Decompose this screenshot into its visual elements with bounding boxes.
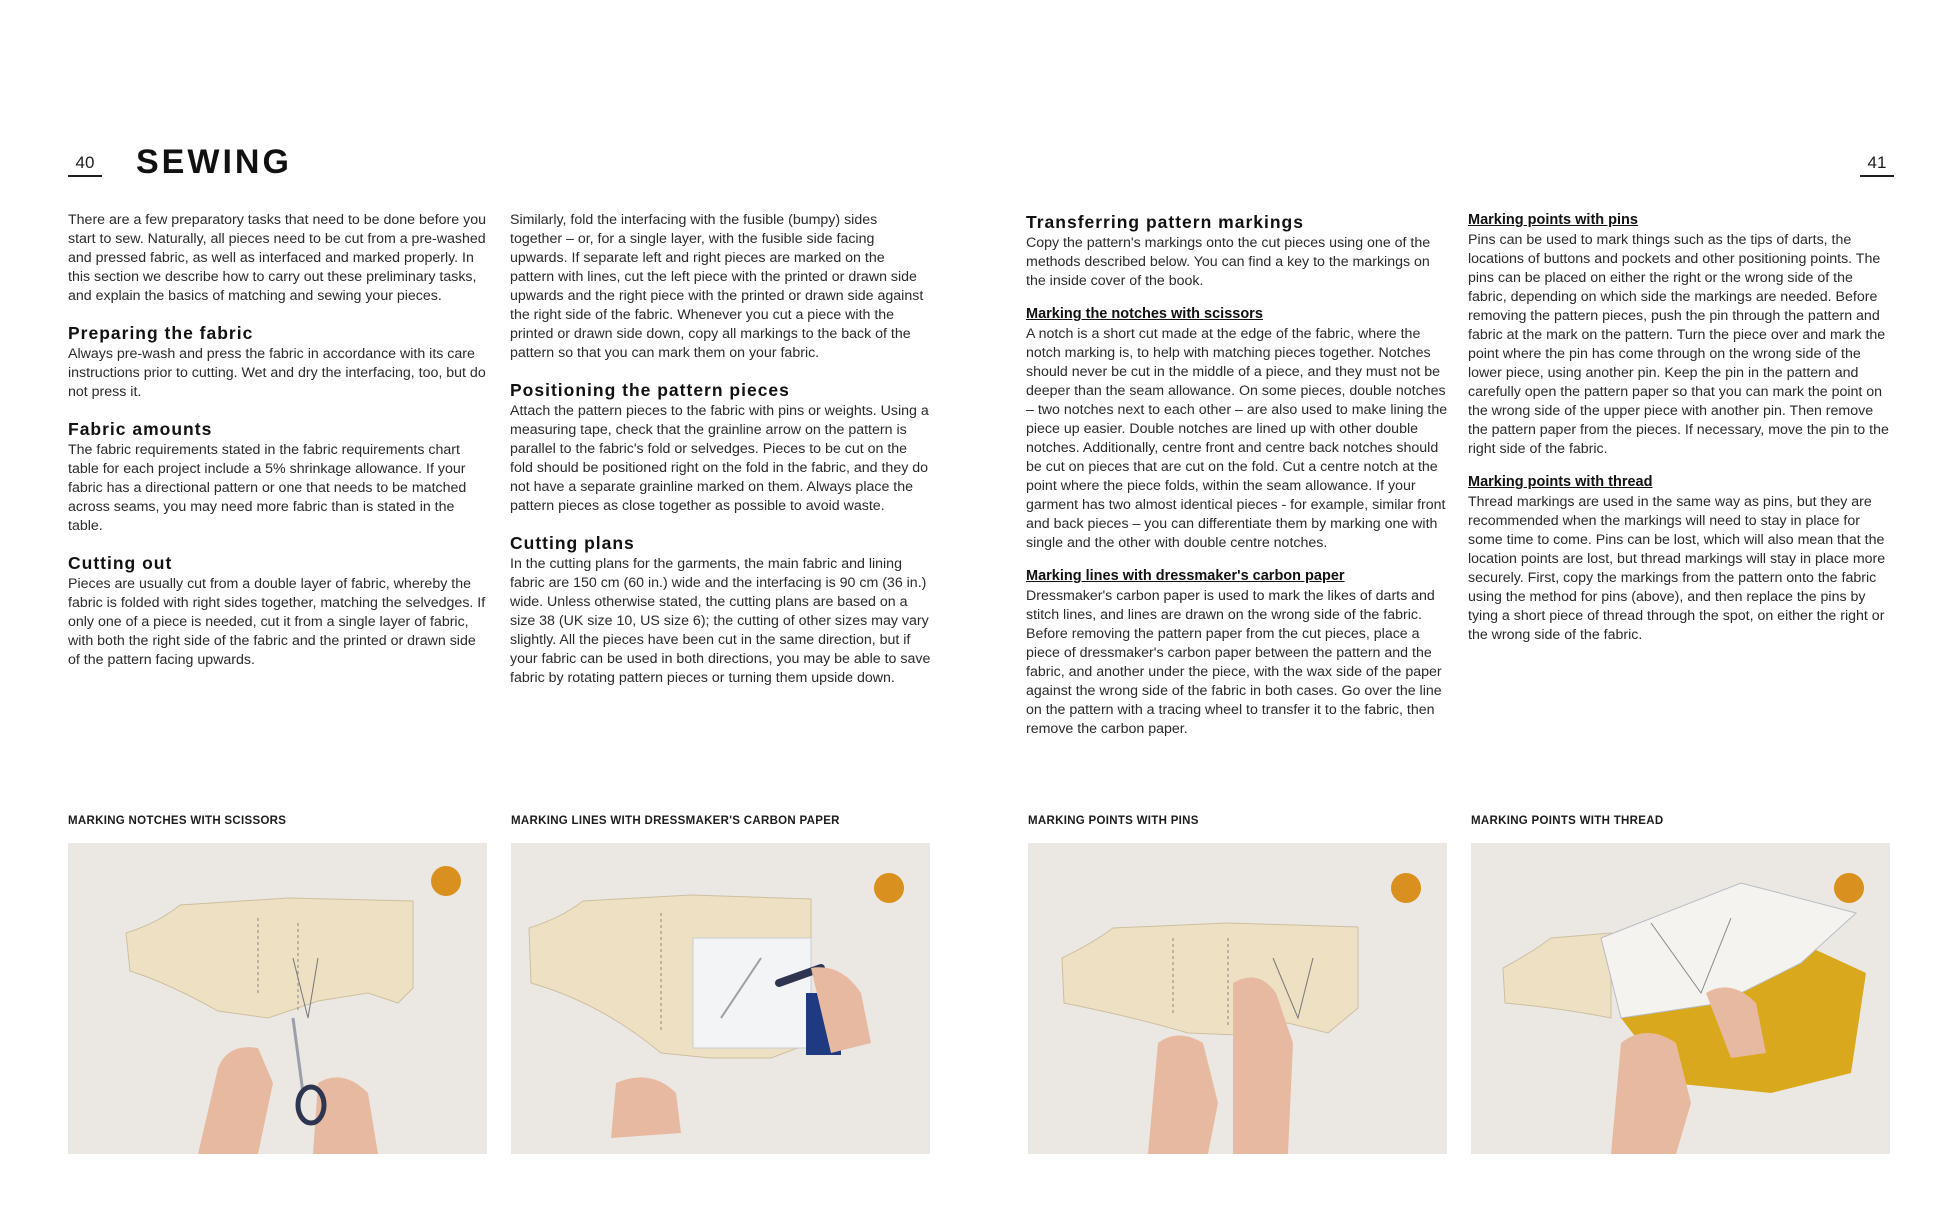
paragraph-preparing-fabric: Always pre-wash and press the fabric in accordance with its care instructions prior to cutting. Wet and dry the interfacing, too, but do not press it.	[68, 346, 486, 400]
photo-points-pins	[1028, 843, 1447, 1154]
caption-carbon-paper: MARKING LINES WITH DRESSMAKER'S CARBON PAPER	[511, 815, 840, 827]
subheading-notches-scissors: Marking the notches with scissors	[1026, 306, 1263, 322]
heading-preparing-fabric: Preparing the fabric	[68, 323, 254, 343]
paragraph-cutting-out: Pieces are usually cut from a double layer of fabric, whereby the fabric is folded with right sides together, matching the selvedges. If only one of a piece is needed, cut it from a single layer of fabric, with both the right side of the fabric and the printed or drawn side of the pattern facing upwards.	[68, 576, 486, 668]
column-3	[1026, 211, 1448, 749]
pattern-paper	[693, 938, 811, 1048]
heading-cutting-out: Cutting out	[68, 553, 173, 573]
caption-points-thread: MARKING POINTS WITH THREAD	[1471, 815, 1664, 827]
page-number-right: 41	[1860, 153, 1894, 177]
paragraph-carbon-paper: Dressmaker's carbon paper is used to mark the likes of darts and stitch lines, and lines are drawn on the wrong side of the fabric. Before removing the pattern paper from the cut pieces, place a piece of dressmaker's carbon paper between the pattern and the fabric, and another under the piece, with the wax side of the paper against the wrong side of the fabric in both cases. Go over the line on the pattern with a tracing wheel to transfer it to the fabric, then remove the carbon paper.	[1026, 588, 1442, 737]
intro-paragraph: There are a few preparatory tasks that need to be done before you start to sew. Naturally, all pieces need to be cut from a pre-washed and pressed fabric, as well as interfaced and marked properly. In this section we describe how to carry out these preliminary tasks, and explain the basics of matching and sewing your pieces.	[68, 212, 487, 304]
paragraph-points-thread: Thread markings are used in the same way as pins, but they are recommended when the markings will need to stay in place for some time to come. Pins can be lost, which will also mean that the location points are lost, but thread markings will stay in place more securely. First, copy the markings from the pattern onto the fabric using the method for pins (above), and then replace the pins by tying a short piece of thread through the spot, on either the right or the wrong side of the fabric.	[1468, 494, 1886, 643]
page-title: SEWING	[136, 143, 292, 181]
photo-notches-scissors	[68, 843, 487, 1154]
paragraph-interfacing: Similarly, fold the interfacing with the fusible (bumpy) sides together – or, for a single layer, with the fusible side facing upwards. If separate left and right pieces are marked on the pattern with lines, cut the left piece with the printed or drawn side upwards and the right piece with the printed or drawn side against the right side of the fabric. Whenever you cut a piece with the printed or drawn side down, copy all markings to the back of the pattern so that you can mark them on your fabric.	[510, 212, 924, 361]
paragraph-cutting-plans: In the cutting plans for the garments, the main fabric and lining fabric are 150 cm (60 in.) wide and the interfacing is 90 cm (36 in.) wide. Unless otherwise stated, the cutting plans are based on a size 38 (UK size 10, US size 6); the cutting of other sizes may vary slightly. All the pieces have been cut in the same direction, but if your fabric can be used in both directions, you may be able to save fabric by rotating pattern pieces or turning them upside down.	[510, 556, 931, 686]
pincushion-icon	[1834, 873, 1864, 903]
column-4	[1468, 211, 1890, 655]
paragraph-notches-scissors: A notch is a short cut made at the edge of the fabric, where the notch marking is, to help with matching pieces together. Notches should never be cut in the middle of a piece, and they must not be deeper than the seam allowance. On some pieces, double notches – two notches next to each other – are also used to make lining the piece up easier. Double notches are lined up with other double notches. Additionally, centre front and centre back notches should be cut on pieces that are cut on the fold. Cut a centre notch at the point where the piece folds, within the seam allowance. If your garment has two almost identical pieces - for example, similar front and back pieces – you can differentiate them by marking one with single and the other with double centre notches.	[1026, 326, 1448, 551]
pincushion-icon	[1391, 873, 1421, 903]
paragraph-transferring-markings: Copy the pattern's markings onto the cut pieces using one of the methods described below. You can find a key to the markings on the inside cover of the book.	[1026, 235, 1431, 289]
caption-notches-scissors: MARKING NOTCHES WITH SCISSORS	[68, 815, 287, 827]
pincushion-icon	[874, 873, 904, 903]
column-1	[68, 211, 490, 680]
subheading-points-thread: Marking points with thread	[1468, 474, 1653, 490]
photo-carbon-paper	[511, 843, 930, 1154]
paragraph-points-pins: Pins can be used to mark things such as the tips of darts, the locations of buttons and pockets and other positioning points. The pins can be placed on either the right or the wrong side of the fabric, depending on which side the markings are needed. Before removing the pattern pieces, push the pin through the pattern and fabric at the mark on the pattern. Turn the piece over and mark the point where the pin has come through on the wrong side of the lower piece, using another pin. Keep the pin in the pattern and carefully open the pattern paper so that you can mark the point on the wrong side of the upper piece with another pin. Then remove the pattern paper from the pieces. If necessary, move the pin to the right side of the fabric.	[1468, 232, 1889, 457]
page-number-left: 40	[68, 153, 102, 177]
heading-fabric-amounts: Fabric amounts	[68, 419, 213, 439]
heading-positioning-pieces: Positioning the pattern pieces	[510, 380, 790, 400]
column-2	[510, 211, 932, 698]
paragraph-positioning-pieces: Attach the pattern pieces to the fabric with pins or weights. Using a measuring tape, check that the grainline arrow on the pattern is parallel to the fabric's fold or selvedges. Pieces to be cut on the fold should be positioned right on the fold in the fabric, and they do not have a separate grainline marked on them. Always place the pattern pieces as close together as possible to avoid waste.	[510, 403, 929, 514]
heading-transferring-markings: Transferring pattern markings	[1026, 212, 1304, 232]
photo-points-thread	[1471, 843, 1890, 1154]
subheading-points-pins: Marking points with pins	[1468, 212, 1638, 228]
paragraph-fabric-amounts: The fabric requirements stated in the fabric requirements chart table for each project include a 5% shrinkage allowance. If your fabric has a directional pattern or one that needs to be matched across seams, you may need more fabric than is stated in the table.	[68, 442, 467, 534]
caption-points-pins: MARKING POINTS WITH PINS	[1028, 815, 1199, 827]
pincushion-icon	[431, 866, 461, 896]
heading-cutting-plans: Cutting plans	[510, 533, 635, 553]
subheading-carbon-paper: Marking lines with dressmaker's carbon paper	[1026, 568, 1345, 584]
